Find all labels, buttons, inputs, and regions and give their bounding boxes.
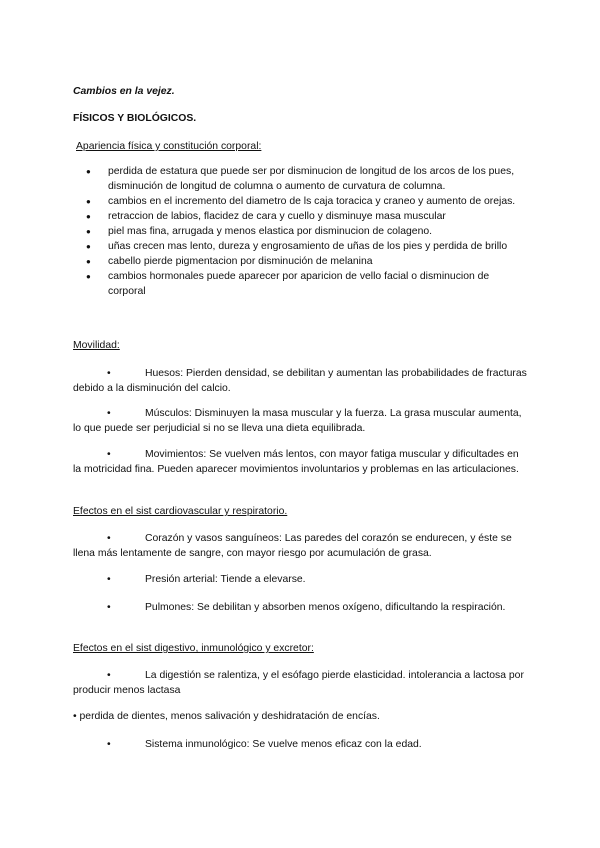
paragraph-pulmones (73, 600, 528, 615)
list-item: ● uñas crecen mas lento, dureza y engrosamiento de uñas de los pies y perdida de brillo (86, 239, 526, 254)
list-item: ● cabello pierde pigmentacion por disminución de melanina (86, 254, 526, 269)
subsection-title-cardio: Efectos en el sist cardiovascular y respiratorio. (73, 506, 288, 517)
list-item: ● cambios en el incremento del diametro de ls caja toracica y craneo y aumento de orejas. (86, 194, 526, 209)
list-item: ● perdida de estatura que puede ser por disminucion de longitud de los arcos de los pues, disminución de longitud de columna o aumento de curvatura de columna. (86, 164, 526, 194)
paragraph-corazon (73, 531, 528, 561)
paragraph-text: Pulmones: Se debilitan y absorben menos oxígeno, dificultando la respiración. (145, 602, 506, 613)
list-item: ● retraccion de labios, flacidez de cara y cuello y disminuye masa muscular (86, 209, 526, 224)
paragraph-text: Movimientos: Se vuelven más lentos, con mayor fatiga muscular y dificultades en la motricidad fina. Pueden aparecer movimientos involuntarios y problemas en las articulaciones. (73, 449, 519, 475)
paragraph-text: Huesos: Pierden densidad, se debilitan y aumentan las probabilidades de fracturas debido a la disminución del calcio. (73, 368, 527, 394)
list-item: ● cambios hormonales puede aparecer por aparicion de vello facial o disminucion de corporal (86, 269, 526, 299)
bullet-glyph: • (107, 449, 111, 460)
document-title: Cambios en la vejez. (73, 86, 175, 97)
bullet-glyph: • (107, 408, 111, 419)
paragraph-digestion (73, 668, 528, 698)
bullet-glyph: • (107, 533, 111, 544)
subsection-title-apariencia: Apariencia física y constitución corporal: (76, 141, 262, 152)
bullet-glyph: • (107, 739, 111, 750)
apariencia-list (86, 164, 526, 299)
paragraph-text: Músculos: Disminuyen la masa muscular y la fuerza. La grasa muscular aumenta, lo que puede ser perjudicial si no se lleva una dieta equilibrada. (73, 408, 522, 434)
bullet-glyph: • (107, 574, 111, 585)
paragraph-text: Presión arterial: Tiende a elevarse. (145, 574, 306, 585)
paragraph-text: Sistema inmunológico: Se vuelve menos eficaz con la edad. (145, 739, 422, 750)
subsection-title-digestivo: Efectos en el sist digestivo, inmunológico y excretor: (73, 643, 314, 654)
paragraph-text: La digestión se ralentiza, y el esófago pierde elasticidad. intolerancia a lactosa por producir menos lactasa (73, 670, 524, 696)
bullet-glyph: • (107, 602, 111, 613)
paragraph-text: Corazón y vasos sanguíneos: Las paredes del corazón se endurecen, y éste se llena más lentamente de sangre, con mayor riesgo por acumulación de grasa. (73, 533, 512, 559)
subsection-title-movilidad: Movilidad: (73, 340, 120, 351)
paragraph-movimientos (73, 447, 528, 477)
list-item: ● piel mas fina, arrugada y menos elastica por disminucion de colageno. (86, 224, 526, 239)
paragraph-huesos (73, 366, 528, 396)
paragraph-dientes: • perdida de dientes, menos salivación y deshidratación de encías. (73, 711, 380, 722)
bullet-glyph: • (107, 670, 111, 681)
paragraph-presion (73, 572, 528, 587)
bullet-glyph: • (107, 368, 111, 379)
section-heading: FÍSICOS Y BIOLÓGICOS. (73, 113, 197, 124)
paragraph-musculos (73, 406, 528, 436)
paragraph-inmunologico (73, 737, 528, 752)
